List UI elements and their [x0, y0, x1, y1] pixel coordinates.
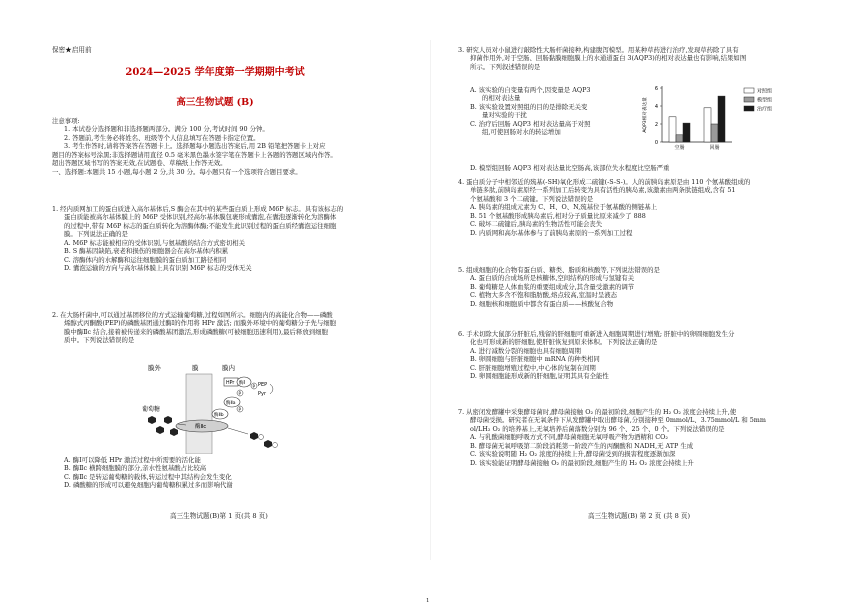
q5-option-c: C. 植物大多含不饱和脂肪酸,熔点较高,室温时呈液态 [470, 291, 617, 300]
q7-option-c: C. 该实验说明随 H₂ O₂ 浓度的持续上升,酵母菌受到的损害程度逐渐加深 [470, 450, 676, 459]
q5-option-d: D. 细胞核和细胞质中都含有蛋白质——核酸复合物 [470, 299, 614, 308]
q4-option-b: B. 51 个氨基酸形成胰岛素后,相对分子质量比原来减少了 888 [470, 211, 646, 220]
q6-option-c: C. 肝脏细胞增殖过程中,中心体的复制在间期 [470, 363, 596, 372]
q3-option-b-cont: 量对实验的干扰 [482, 111, 527, 120]
legend-swatch [744, 88, 754, 93]
q6-stem: 6. 手术切除大鼠部分肝脏后,残留的肝细胞可重新进入细胞周期进行增殖; 肝脏中的卵圆细胞发生分 [458, 330, 735, 338]
q2-stem: 烯醇式丙酮酸(PEP)的磷酸基团通过酶Ⅰ的作用将 HPr 激活; 而膜外环境中的葡萄糖分子先与细胞 [64, 319, 337, 328]
label-p: P [252, 384, 255, 389]
label-e2c: 酶Ⅱc [195, 424, 207, 430]
secret-label: 保密★启用前 [52, 46, 92, 54]
q1-option-a: A. M6P 标志能被相应的受体识别,与氨基酸的结合方式密切相关 [64, 238, 246, 247]
label-membrane: 膜 [192, 364, 199, 372]
q7-option-b: B. 酵母菌无氧呼吸第二阶段消耗第一阶段产生的丙酮酸和 NADH,无 ATP 生成 [470, 441, 694, 450]
label-p: P [238, 391, 241, 396]
q4-stem: 单链多肽,前胰岛素原经一系列加工后转变为具有活性的胰岛素,该激素由两条肽链组成,含有 51 [470, 186, 736, 195]
q1-stem: 蛋白质能被高尔基体膜上的 M6P 受体识别,经高尔基体膜包裹形成囊泡,在囊泡逐渐转化为溶酶体 [64, 213, 337, 222]
q3-option-d: D. 模型组回肠 AQP3 相对表达量比空肠高,该部位失水程度比空肠严重 [470, 164, 670, 172]
q2-option-d: D. 磷酸糖的形成可以避免细胞内葡萄糖积累过多而影响代谢 [64, 481, 233, 490]
q1-stem: 膜。下列说法正确的是 [64, 230, 128, 239]
q2-stem: 2. 在大肠杆菌中,可以通过基团移位的方式运输葡萄糖,过程如图所示。细胞内的高能化合物——磷酸 [52, 311, 333, 319]
phosphate-circle [273, 443, 278, 448]
label-pyr: Pyr [258, 391, 267, 397]
q3-option-a-cont: 的相对表达量 [482, 94, 521, 103]
legend-swatch [744, 97, 754, 102]
q4-option-a: A. 胰岛素的组成元素为 C、H、O、N,巯基位于氨基酸的侧链基上 [470, 203, 657, 212]
q1-option-d: D. 囊泡运输的方向与高尔基体膜上具有识别 M6P 标志的受体无关 [64, 264, 252, 273]
glucose-molecule [170, 428, 178, 436]
q2-stem: 膜中酶Ⅱc 结合,接着被传递来的磷酸基团激活,形成磷酸糖(可被细胞迅速利用),最后释放到细胞 [64, 327, 328, 336]
question-5 [458, 266, 803, 308]
bar-2-1 [676, 135, 683, 142]
y-axis-label: AQP3相对表达量 [643, 97, 648, 133]
notes-line: 题目的答案标号涂黑;非选择题请用直径 0.5 毫米黑色墨水签字笔在答题卡上各题的答题区域内作答。 [52, 150, 337, 159]
q6-option-d: D. 卵圆细胞能形成新的肝细胞,证明其具有全能性 [470, 372, 609, 381]
q3-option-c: C. 治疗后回肠 AQP3 相对表达量高于对照 [470, 119, 591, 128]
membrane-band [186, 374, 212, 454]
bar-3-2 [718, 96, 725, 142]
q2-option-a: A. 酶Ⅰ可以降低 HPr 激活过程中所需要的活化能 [64, 456, 201, 464]
q1-stem: 的过程中,带有 M6P 标志的蛋白质转化为溶酶体酶;不能发生此识别过程的蛋白质经囊泡运往细胞 [64, 221, 337, 230]
q6-stem: 化也可形成新的肝细胞,使肝脏恢复到原来体积。下列说法正确的是 [470, 338, 658, 347]
glucose-molecule [164, 416, 172, 424]
q5-option-b: B. 葡萄糖是人体血浆的重要组成成分,其含量受激素的调节 [470, 282, 635, 291]
notes-line: 2. 答题前,考生务必将姓名、班级等个人信息填写在答题卡指定位置。 [64, 133, 260, 142]
question-6 [458, 330, 803, 381]
q3-stem: 所示。下列叙述错误的是 [470, 62, 541, 71]
label-e2a: 酶Ⅱa [226, 401, 236, 406]
q4-option-d: D. 内质网和高尔基体参与了前胰岛素原的一系列加工过程 [470, 228, 633, 237]
q5-stem: 5. 组成细胞的化合物有蛋白质、糖类、脂质和核酸等,下列说法错误的是 [458, 266, 660, 274]
question-1 [52, 205, 390, 273]
label-glucose: 葡萄糖 [142, 406, 161, 413]
reaction-arrow [270, 384, 273, 394]
y-tick-label: 6 [654, 86, 658, 92]
notes-line: 1. 本试卷分选择题和非选择题两部分。满分 100 分,考试时间 90 分钟。 [64, 125, 269, 134]
q1-option-c: C. 溶酶体内的水解酶和运往细胞膜的蛋白质加工路径相同 [64, 255, 227, 264]
q7-option-a: A. 与乳酸菌细胞呼吸方式不同,酵母菌细胞无氧呼吸产物为酒精和 CO₂ [470, 433, 668, 442]
bar-3-1 [683, 123, 690, 142]
legend-label: 对照组 [757, 88, 773, 95]
question-7 [458, 408, 803, 467]
q3-stem: 3. 研究人员对小鼠进行敲除性大肠杆菌接种,构建腹泻模型。用某种草药进行治疗,发现草药除了具有 [458, 46, 739, 54]
label-hpr: HPr [226, 381, 235, 386]
question-3 [458, 46, 803, 71]
glucose-transport-diagram [140, 362, 310, 454]
q7-stem: 7. 从密闭发酵罐中采集酵母菌时,酵母菌接触 O₂ 的最初阶段,细胞产生的 H₂ O₂ 浓度会持续上升,使 [458, 408, 737, 416]
release-arrow [228, 428, 248, 434]
notes-heading: 注意事项: [52, 117, 80, 125]
q2-option-b: B. 酶Ⅱc 横跨细胞膜的部分,亲水性氨基酸占比较高 [64, 464, 207, 473]
aqp3-bar-chart [640, 80, 790, 152]
q7-stem: ol/LH₂ O₂ 的培养基上,无氧培养后菌落数分别为 96 个、25 个、0 个。下列说法错误的是 [470, 424, 725, 433]
q3-option-a: A. 该实验的自变量有两个,因变量是 AQP3 [470, 86, 591, 94]
notes-line: 超出答题区域书写的答案无效,在试题卷、草稿纸上作答无效。 [52, 159, 227, 168]
notes-block [52, 117, 390, 176]
y-tick-label: 4 [654, 104, 658, 110]
label-e2b: 酶Ⅱb [214, 413, 224, 418]
legend-label: 模型组 [757, 97, 773, 104]
q3-options [458, 86, 628, 137]
q2-option-c: C. 酶Ⅱc 是转运葡萄糖的载体,转运过程中其结构会发生变化 [64, 472, 232, 481]
notes-line: 3. 考生作答时,请将答案答在答题卡上。选择题每小题选出答案后,用 2B 铅笔把答题卡上对应 [64, 142, 326, 151]
y-tick-label: 0 [654, 140, 658, 146]
q3-option-d-wrap [458, 164, 808, 172]
column-divider [430, 40, 431, 560]
label-inside: 膜内 [222, 364, 235, 372]
legend-swatch [744, 106, 754, 111]
x-tick-label: 空肠 [674, 145, 685, 151]
q5-option-a: A. 蛋白质的合成场所是核糖体,空间结构的形成与氢键有关 [470, 274, 635, 283]
y-tick-label: 2 [654, 122, 658, 128]
q4-stem: 个氨基酸和 3 个二硫键。下列说法错误的是 [470, 194, 594, 203]
phospho-sugar [264, 440, 272, 448]
q6-option-b: B. 卵圆细胞与肝脏细胞中 mRNA 的种类相同 [470, 355, 600, 364]
exam-subtitle: 高三生物试题 (B) [176, 97, 254, 108]
q2-options [52, 456, 390, 490]
chart-bars [669, 96, 725, 151]
q4-option-c: C. 破坏二硫键后,胰岛素的生物活性可能会丧失 [470, 220, 603, 229]
q6-option-a: A. 进行减数分裂的细胞也具有细胞周期 [470, 346, 581, 355]
label-pep: PEP [258, 382, 268, 388]
label-outside: 膜外 [148, 364, 161, 372]
page-number: 1 [426, 597, 430, 604]
bar-1-2 [704, 108, 711, 142]
footer-left: 高三生物试题(B)第 1 页(共 8 页) [170, 512, 268, 520]
label-e1: 酶Ⅰ [239, 381, 246, 386]
q2-stem: 质中。下列说法错误的是 [64, 336, 135, 345]
phospho-sugar [250, 432, 258, 440]
q4-stem: 4. 蛋白质分子中相邻近的巯基(-SH)氧化形成二硫键(-S-S-)。人的前胰岛素原是由 110 个氨基酸组成的 [458, 178, 751, 186]
q3-stem: 抑菌作用外,对于空肠、回肠黏膜细胞膜上的水通道蛋白 3(AQP3)的相对表达量也有影响,结果如图 [470, 54, 747, 63]
exam-title: 2024—2025 学年度第一学期期中考试 [125, 67, 305, 78]
phosphate-circle [259, 435, 264, 440]
q1-stem: 1. 经内质网加工的蛋白质进入高尔基体后,S 酶会在其中的某些蛋白质上形成 M6P 标志。具有该标志的 [52, 205, 344, 213]
legend-label: 治疗组 [757, 106, 773, 113]
q3-option-b: B. 该实验设置对照组的目的是排除无关变 [470, 102, 588, 111]
bar-1-1 [669, 117, 676, 142]
label-p: P [238, 407, 241, 412]
q1-option-b: B. S 酶基因缺陷,衰老和损伤的细胞器会在高尔基体内积累 [64, 247, 229, 256]
section-heading: 一、选择题:本题共 15 小题,每小题 2 分,共 30 分。每小题只有一个选项符合题目要求。 [52, 167, 302, 176]
question-4 [458, 178, 803, 237]
q3-option-c-cont: 组,可使回肠对水的转运增加 [482, 128, 561, 137]
bar-2-2 [711, 124, 718, 142]
question-2 [52, 311, 390, 345]
q7-option-d: D. 该实验能证明酵母菌接触 O₂ 的最初阶段,细胞产生的 H₂ O₂ 浓度会持续上升 [470, 458, 694, 467]
glucose-molecule [156, 426, 164, 434]
x-tick-label: 回肠 [709, 145, 720, 151]
chart-legend [744, 88, 772, 113]
q7-stem: 酵母菌受损。研究者在无氧条件下从发酵罐中取出酵母菌,分别接种至 0mmol/L、3.75mmol/L 和 5mm [470, 416, 766, 425]
glucose-molecule [148, 416, 156, 424]
footer-right: 高三生物试题(B) 第 2 页 (共 8 页) [588, 512, 691, 520]
